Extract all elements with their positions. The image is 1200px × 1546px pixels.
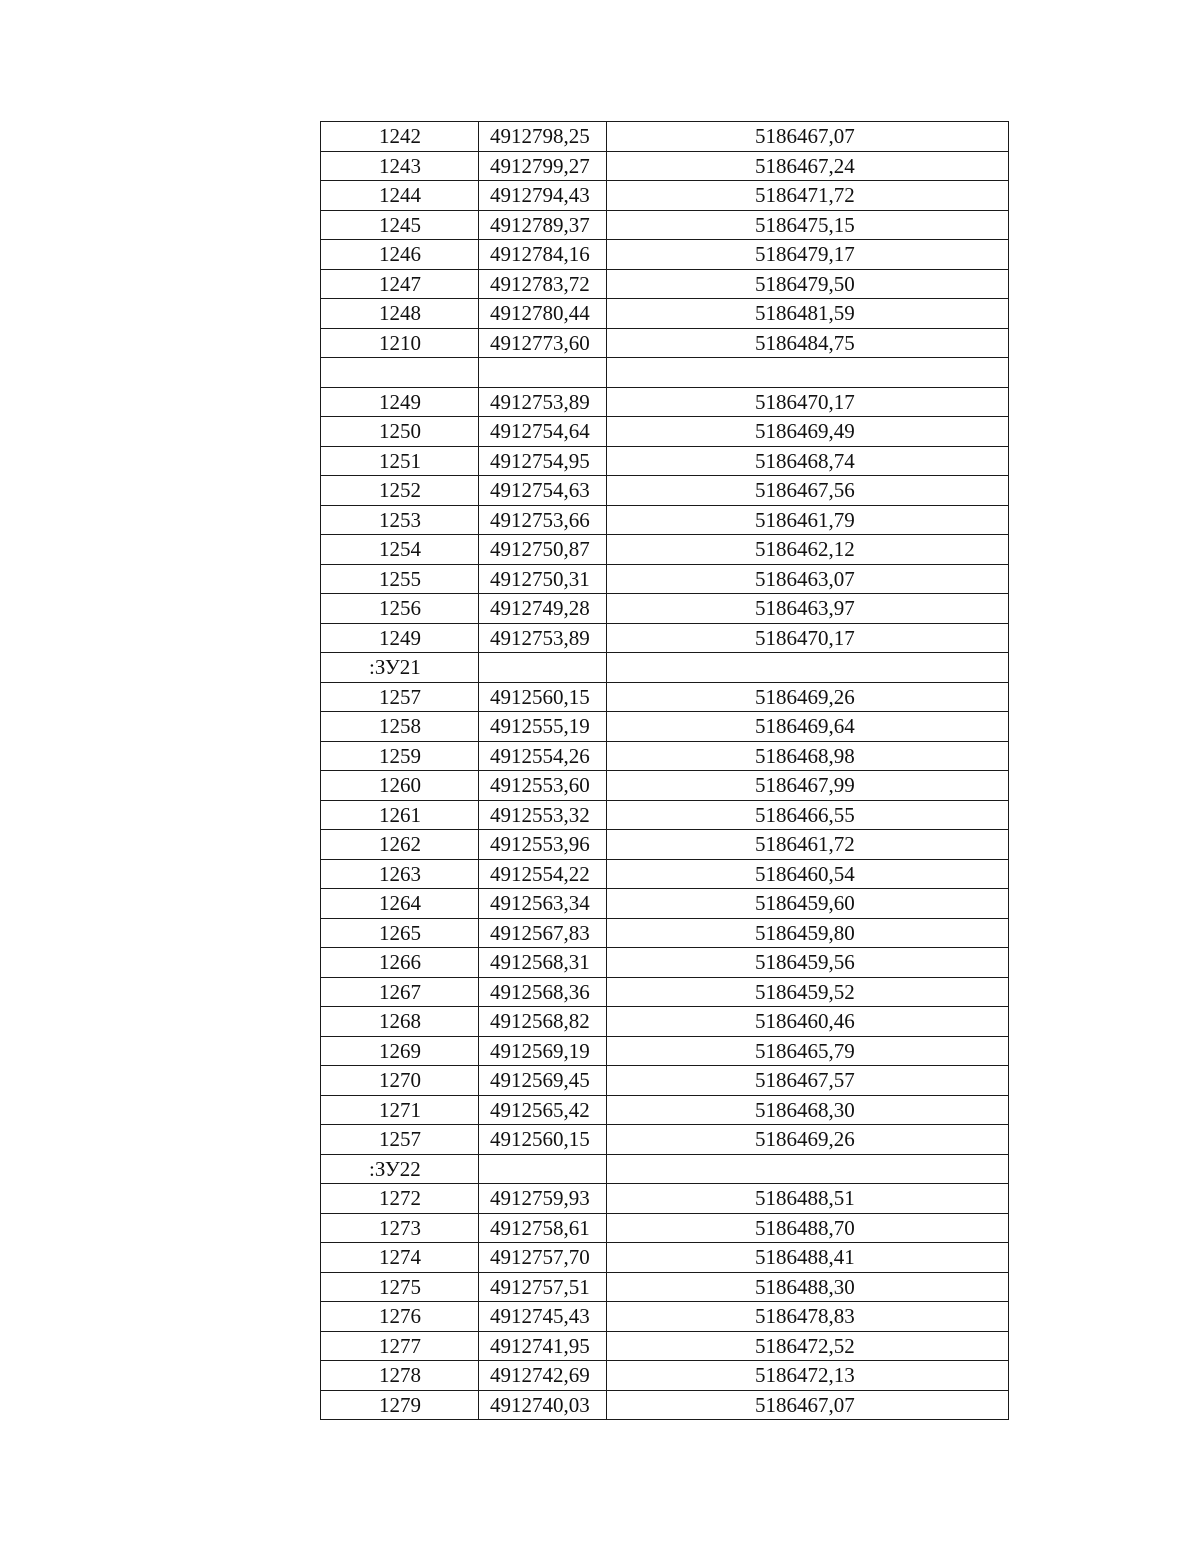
y-coordinate-cell: 5186459,80 (607, 918, 1009, 948)
x-coordinate-cell: 4912554,26 (479, 741, 607, 771)
table-row (321, 977, 1009, 1007)
x-coordinate-cell: 4912745,43 (479, 1302, 607, 1332)
point-number-cell: 1259 (321, 741, 479, 771)
table-row (321, 1272, 1009, 1302)
x-coordinate-cell: 4912568,82 (479, 1007, 607, 1037)
y-coordinate-cell: 5186488,30 (607, 1272, 1009, 1302)
y-coordinate-cell: 5186465,79 (607, 1036, 1009, 1066)
table-row (321, 240, 1009, 270)
y-coordinate-cell: 5186463,07 (607, 564, 1009, 594)
x-coordinate-cell (479, 358, 607, 388)
table-row (321, 1302, 1009, 1332)
point-number-cell: 1264 (321, 889, 479, 919)
y-coordinate-cell: 5186488,41 (607, 1243, 1009, 1273)
y-coordinate-cell: 5186467,57 (607, 1066, 1009, 1096)
point-number-cell: 1256 (321, 594, 479, 624)
table-row (321, 210, 1009, 240)
point-number-cell: 1263 (321, 859, 479, 889)
x-coordinate-cell: 4912741,95 (479, 1331, 607, 1361)
y-coordinate-cell: 5186469,64 (607, 712, 1009, 742)
x-coordinate-cell: 4912783,72 (479, 269, 607, 299)
point-number-cell: 1275 (321, 1272, 479, 1302)
y-coordinate-cell: 5186471,72 (607, 181, 1009, 211)
table-row (321, 535, 1009, 565)
table-row (321, 623, 1009, 653)
y-coordinate-cell: 5186470,17 (607, 623, 1009, 653)
x-coordinate-cell: 4912753,89 (479, 623, 607, 653)
y-coordinate-cell: 5186466,55 (607, 800, 1009, 830)
table-row (321, 1213, 1009, 1243)
table-row (321, 417, 1009, 447)
x-coordinate-cell: 4912740,03 (479, 1390, 607, 1420)
table-row (321, 446, 1009, 476)
y-coordinate-cell: 5186488,51 (607, 1184, 1009, 1214)
x-coordinate-cell: 4912568,36 (479, 977, 607, 1007)
table-row (321, 800, 1009, 830)
coordinates-table (320, 121, 1009, 1420)
point-number-cell: 1262 (321, 830, 479, 860)
y-coordinate-cell: 5186468,98 (607, 741, 1009, 771)
table-row (321, 712, 1009, 742)
x-coordinate-cell: 4912555,19 (479, 712, 607, 742)
point-number-cell: 1276 (321, 1302, 479, 1332)
y-coordinate-cell (607, 1154, 1009, 1184)
table-row (321, 918, 1009, 948)
point-number-cell: 1257 (321, 1125, 479, 1155)
point-number-cell: 1269 (321, 1036, 479, 1066)
x-coordinate-cell: 4912784,16 (479, 240, 607, 270)
y-coordinate-cell: 5186467,56 (607, 476, 1009, 506)
x-coordinate-cell: 4912753,89 (479, 387, 607, 417)
y-coordinate-cell: 5186488,70 (607, 1213, 1009, 1243)
y-coordinate-cell: 5186460,54 (607, 859, 1009, 889)
x-coordinate-cell: 4912567,83 (479, 918, 607, 948)
coordinates-table-body (321, 122, 1009, 1420)
y-coordinate-cell: 5186484,75 (607, 328, 1009, 358)
table-row (321, 476, 1009, 506)
x-coordinate-cell: 4912789,37 (479, 210, 607, 240)
y-coordinate-cell: 5186467,07 (607, 1390, 1009, 1420)
point-number-cell: 1270 (321, 1066, 479, 1096)
section-row (321, 358, 1009, 388)
x-coordinate-cell: 4912757,51 (479, 1272, 607, 1302)
table-row (321, 682, 1009, 712)
x-coordinate-cell: 4912754,64 (479, 417, 607, 447)
y-coordinate-cell: 5186468,30 (607, 1095, 1009, 1125)
y-coordinate-cell: 5186469,26 (607, 1125, 1009, 1155)
point-number-cell: 1210 (321, 328, 479, 358)
table-row (321, 594, 1009, 624)
y-coordinate-cell: 5186459,52 (607, 977, 1009, 1007)
y-coordinate-cell: 5186481,59 (607, 299, 1009, 329)
table-row (321, 564, 1009, 594)
x-coordinate-cell: 4912754,63 (479, 476, 607, 506)
x-coordinate-cell: 4912773,60 (479, 328, 607, 358)
table-row (321, 889, 1009, 919)
x-coordinate-cell: 4912560,15 (479, 682, 607, 712)
x-coordinate-cell: 4912553,96 (479, 830, 607, 860)
x-coordinate-cell: 4912560,15 (479, 1125, 607, 1155)
y-coordinate-cell: 5186479,50 (607, 269, 1009, 299)
x-coordinate-cell: 4912569,19 (479, 1036, 607, 1066)
y-coordinate-cell (607, 653, 1009, 683)
y-coordinate-cell: 5186461,72 (607, 830, 1009, 860)
section-row (321, 1154, 1009, 1184)
y-coordinate-cell: 5186462,12 (607, 535, 1009, 565)
point-number-cell: 1274 (321, 1243, 479, 1273)
y-coordinate-cell: 5186468,74 (607, 446, 1009, 476)
point-number-cell: 1245 (321, 210, 479, 240)
x-coordinate-cell: 4912799,27 (479, 151, 607, 181)
x-coordinate-cell: 4912568,31 (479, 948, 607, 978)
table-row (321, 1243, 1009, 1273)
y-coordinate-cell: 5186467,07 (607, 122, 1009, 152)
table-row (321, 1184, 1009, 1214)
x-coordinate-cell: 4912780,44 (479, 299, 607, 329)
y-coordinate-cell: 5186469,26 (607, 682, 1009, 712)
table-row (321, 328, 1009, 358)
x-coordinate-cell (479, 1154, 607, 1184)
point-number-cell: 1278 (321, 1361, 479, 1391)
point-number-cell: 1261 (321, 800, 479, 830)
x-coordinate-cell: 4912750,31 (479, 564, 607, 594)
y-coordinate-cell: 5186461,79 (607, 505, 1009, 535)
point-number-cell: 1272 (321, 1184, 479, 1214)
point-number-cell: 1251 (321, 446, 479, 476)
x-coordinate-cell: 4912563,34 (479, 889, 607, 919)
y-coordinate-cell: 5186472,52 (607, 1331, 1009, 1361)
y-coordinate-cell: 5186472,13 (607, 1361, 1009, 1391)
x-coordinate-cell: 4912553,32 (479, 800, 607, 830)
x-coordinate-cell: 4912758,61 (479, 1213, 607, 1243)
table-row (321, 299, 1009, 329)
y-coordinate-cell: 5186467,24 (607, 151, 1009, 181)
point-number-cell: 1249 (321, 623, 479, 653)
point-number-cell: 1254 (321, 535, 479, 565)
point-number-cell: 1249 (321, 387, 479, 417)
x-coordinate-cell: 4912742,69 (479, 1361, 607, 1391)
point-number-cell: 1253 (321, 505, 479, 535)
x-coordinate-cell: 4912757,70 (479, 1243, 607, 1273)
point-number-cell: 1246 (321, 240, 479, 270)
table-row (321, 151, 1009, 181)
y-coordinate-cell: 5186460,46 (607, 1007, 1009, 1037)
x-coordinate-cell: 4912798,25 (479, 122, 607, 152)
section-row (321, 653, 1009, 683)
point-number-cell: 1268 (321, 1007, 479, 1037)
y-coordinate-cell: 5186475,15 (607, 210, 1009, 240)
point-number-cell (321, 358, 479, 388)
table-row (321, 1331, 1009, 1361)
point-number-cell: 1243 (321, 151, 479, 181)
point-number-cell: 1247 (321, 269, 479, 299)
y-coordinate-cell: 5186479,17 (607, 240, 1009, 270)
table-row (321, 1007, 1009, 1037)
x-coordinate-cell: 4912565,42 (479, 1095, 607, 1125)
point-number-cell: 1244 (321, 181, 479, 211)
point-number-cell: 1279 (321, 1390, 479, 1420)
table-row (321, 859, 1009, 889)
x-coordinate-cell: 4912753,66 (479, 505, 607, 535)
table-row (321, 387, 1009, 417)
table-row (321, 269, 1009, 299)
table-row (321, 1390, 1009, 1420)
point-number-cell: 1266 (321, 948, 479, 978)
table-row (321, 741, 1009, 771)
y-coordinate-cell: 5186459,56 (607, 948, 1009, 978)
table-row (321, 505, 1009, 535)
table-row (321, 1361, 1009, 1391)
x-coordinate-cell: 4912553,60 (479, 771, 607, 801)
table-row (321, 1095, 1009, 1125)
point-number-cell: 1271 (321, 1095, 479, 1125)
point-number-cell: 1255 (321, 564, 479, 594)
point-number-cell: 1257 (321, 682, 479, 712)
table-row (321, 122, 1009, 152)
point-number-cell: 1252 (321, 476, 479, 506)
x-coordinate-cell: 4912754,95 (479, 446, 607, 476)
y-coordinate-cell: 5186463,97 (607, 594, 1009, 624)
point-number-cell: 1277 (321, 1331, 479, 1361)
x-coordinate-cell: 4912759,93 (479, 1184, 607, 1214)
point-number-cell: 1273 (321, 1213, 479, 1243)
x-coordinate-cell: 4912794,43 (479, 181, 607, 211)
point-number-cell: 1258 (321, 712, 479, 742)
y-coordinate-cell: 5186478,83 (607, 1302, 1009, 1332)
point-number-cell: :ЗУ22 (321, 1154, 479, 1184)
y-coordinate-cell: 5186467,99 (607, 771, 1009, 801)
y-coordinate-cell: 5186459,60 (607, 889, 1009, 919)
y-coordinate-cell: 5186469,49 (607, 417, 1009, 447)
point-number-cell: 1260 (321, 771, 479, 801)
point-number-cell: 1267 (321, 977, 479, 1007)
table-row (321, 1066, 1009, 1096)
table-row (321, 830, 1009, 860)
x-coordinate-cell: 4912749,28 (479, 594, 607, 624)
table-row (321, 948, 1009, 978)
point-number-cell: 1242 (321, 122, 479, 152)
x-coordinate-cell: 4912554,22 (479, 859, 607, 889)
y-coordinate-cell: 5186470,17 (607, 387, 1009, 417)
point-number-cell: :ЗУ21 (321, 653, 479, 683)
x-coordinate-cell: 4912750,87 (479, 535, 607, 565)
x-coordinate-cell (479, 653, 607, 683)
table-row (321, 771, 1009, 801)
x-coordinate-cell: 4912569,45 (479, 1066, 607, 1096)
table-row (321, 1125, 1009, 1155)
point-number-cell: 1250 (321, 417, 479, 447)
y-coordinate-cell (607, 358, 1009, 388)
table-row (321, 1036, 1009, 1066)
point-number-cell: 1265 (321, 918, 479, 948)
point-number-cell: 1248 (321, 299, 479, 329)
table-row (321, 181, 1009, 211)
